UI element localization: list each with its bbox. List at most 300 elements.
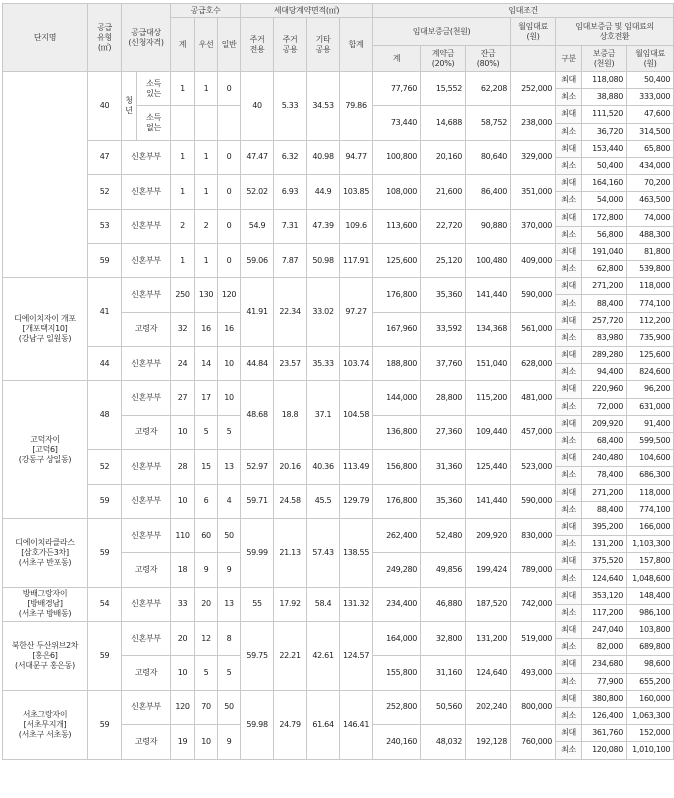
- header-units-priority: 우선: [195, 18, 218, 72]
- conv-deposit-max: 153,440: [582, 140, 627, 157]
- conv-deposit-min: 56,800: [582, 226, 627, 243]
- units-general-cell: 0: [218, 243, 241, 277]
- conv-type-min: 최소: [556, 89, 582, 106]
- table-row: [3, 484, 674, 501]
- area-other-cell: 44.9: [307, 175, 340, 209]
- conv-type-min: 최소: [556, 261, 582, 278]
- units-priority-cell: 9: [195, 553, 218, 587]
- conv-rent-min: 539,800: [627, 261, 674, 278]
- deposit-balance-cell: 134,368: [466, 312, 511, 346]
- deposit-contract-cell: 46,880: [421, 587, 466, 621]
- units-total-cell: 1: [171, 72, 195, 106]
- units-general-cell: 50: [218, 518, 241, 552]
- conv-deposit-max: 271,200: [582, 278, 627, 295]
- supply-type-cell: 53: [88, 209, 122, 243]
- units-priority-cell: 5: [195, 415, 218, 449]
- area-common-cell: 21.13: [274, 518, 307, 587]
- deposit-balance-cell: 151,040: [466, 347, 511, 381]
- conv-rent-max: 148,400: [627, 587, 674, 604]
- deposit-total-cell: 167,960: [373, 312, 421, 346]
- conv-type-min: 최소: [556, 467, 582, 484]
- units-total-cell: 33: [171, 587, 195, 621]
- area-other-cell: 47.39: [307, 209, 340, 243]
- deposit-contract-cell: 48,032: [421, 725, 466, 759]
- supply-type-cell: 52: [88, 175, 122, 209]
- conv-deposit-min: 38,880: [582, 89, 627, 106]
- conv-rent-max: 74,000: [627, 209, 674, 226]
- area-total-cell: 79.86: [340, 72, 373, 141]
- table-row: [3, 347, 674, 364]
- units-total-cell: 32: [171, 312, 195, 346]
- area-total-cell: 94.77: [340, 140, 373, 174]
- units-general-cell: 120: [218, 278, 241, 312]
- header-area-total: 합계: [340, 18, 373, 72]
- conv-rent-max: 112,200: [627, 312, 674, 329]
- conv-rent-min: 631,000: [627, 398, 674, 415]
- conv-deposit-min: 62,800: [582, 261, 627, 278]
- monthly-rent-cell: 457,000: [511, 415, 556, 449]
- header-conversion-group: 임대보증금 및 임대료의 상호전환: [556, 18, 674, 46]
- units-priority-cell: 15: [195, 450, 218, 484]
- monthly-rent-cell: 370,000: [511, 209, 556, 243]
- deposit-total-cell: 252,800: [373, 690, 421, 724]
- conv-deposit-min: 50,400: [582, 157, 627, 174]
- area-other-cell: 34.53: [307, 72, 340, 141]
- conv-rent-min: 333,000: [627, 89, 674, 106]
- area-common-cell: 24.58: [274, 484, 307, 518]
- conv-deposit-min: 68,400: [582, 432, 627, 449]
- supply-type-cell: 41: [88, 278, 122, 347]
- monthly-rent-cell: 329,000: [511, 140, 556, 174]
- units-general-cell: 16: [218, 312, 241, 346]
- table-body: [3, 72, 674, 760]
- conv-rent-max: 81,800: [627, 243, 674, 260]
- area-common-cell: 18.8: [274, 381, 307, 450]
- units-total-cell: 24: [171, 347, 195, 381]
- deposit-contract-cell: 37,760: [421, 347, 466, 381]
- supply-type-cell: 59: [88, 518, 122, 587]
- supply-type-cell: 59: [88, 622, 122, 691]
- area-common-cell: 5.33: [274, 72, 307, 141]
- conv-type-min: 최소: [556, 432, 582, 449]
- table-row: [3, 209, 674, 226]
- deposit-total-cell: 240,160: [373, 725, 421, 759]
- area-total-cell: 138.55: [340, 518, 373, 587]
- deposit-total-cell: 176,800: [373, 278, 421, 312]
- header-deposit-balance: 잔금 (80%): [466, 46, 511, 72]
- area-residential-cell: 59.99: [241, 518, 274, 587]
- deposit-total-cell: 144,000: [373, 381, 421, 415]
- area-total-cell: 124.57: [340, 622, 373, 691]
- conv-rent-max: 125,600: [627, 347, 674, 364]
- units-priority-cell: 1: [195, 175, 218, 209]
- area-residential-cell: 59.06: [241, 243, 274, 277]
- area-common-cell: 24.79: [274, 690, 307, 759]
- conv-rent-max: 152,000: [627, 725, 674, 742]
- conv-deposit-max: 375,520: [582, 553, 627, 570]
- deposit-total-cell: 77,760: [373, 72, 421, 106]
- units-priority-cell: [195, 106, 218, 140]
- monthly-rent-cell: 252,000: [511, 72, 556, 106]
- deposit-total-cell: 164,000: [373, 622, 421, 656]
- units-total-cell: 20: [171, 622, 195, 656]
- monthly-rent-cell: 830,000: [511, 518, 556, 552]
- conv-rent-min: 434,000: [627, 157, 674, 174]
- units-total-cell: 1: [171, 140, 195, 174]
- conv-deposit-max: 247,040: [582, 622, 627, 639]
- area-common-cell: 6.93: [274, 175, 307, 209]
- complex-name-cell: 고덕자이 [고덕6] (강동구 상일동): [3, 381, 88, 519]
- target-newlywed: 신혼부부: [122, 690, 171, 724]
- area-total-cell: 103.74: [340, 347, 373, 381]
- monthly-rent-cell: 561,000: [511, 312, 556, 346]
- supply-type-cell: 48: [88, 381, 122, 450]
- target-elderly: 고령자: [122, 553, 171, 587]
- conv-type-max: 최대: [556, 622, 582, 639]
- monthly-rent-cell: 409,000: [511, 243, 556, 277]
- area-common-cell: 22.21: [274, 622, 307, 691]
- conv-deposit-min: 124,640: [582, 570, 627, 587]
- units-general-cell: 9: [218, 725, 241, 759]
- deposit-balance-cell: 202,240: [466, 690, 511, 724]
- units-general-cell: 8: [218, 622, 241, 656]
- table-row: [3, 587, 674, 604]
- conv-rent-min: 314,500: [627, 123, 674, 140]
- supply-type-cell: 47: [88, 140, 122, 174]
- units-general-cell: 0: [218, 72, 241, 106]
- conv-type-min: 최소: [556, 673, 582, 690]
- monthly-rent-cell: 760,000: [511, 725, 556, 759]
- conv-deposit-max: 111,520: [582, 106, 627, 123]
- area-other-cell: 40.36: [307, 450, 340, 484]
- conv-type-max: 최대: [556, 484, 582, 501]
- deposit-balance-cell: 115,200: [466, 381, 511, 415]
- conv-rent-min: 488,300: [627, 226, 674, 243]
- area-residential-cell: 48.68: [241, 381, 274, 450]
- monthly-rent-cell: 789,000: [511, 553, 556, 587]
- conv-deposit-max: 353,120: [582, 587, 627, 604]
- units-priority-cell: 60: [195, 518, 218, 552]
- conv-type-max: 최대: [556, 690, 582, 707]
- area-other-cell: 61.64: [307, 690, 340, 759]
- conv-type-min: 최소: [556, 329, 582, 346]
- area-total-cell: 109.6: [340, 209, 373, 243]
- conv-deposit-min: 126,400: [582, 707, 627, 724]
- header-deposit-contract: 계약금 (20%): [421, 46, 466, 72]
- conv-deposit-min: 77,900: [582, 673, 627, 690]
- header-conv-rent: 월임대료 (원): [627, 46, 674, 72]
- conv-deposit-max: 209,920: [582, 415, 627, 432]
- table-row: [3, 72, 674, 89]
- deposit-contract-cell: 35,360: [421, 484, 466, 518]
- deposit-contract-cell: 21,600: [421, 175, 466, 209]
- conv-type-min: 최소: [556, 192, 582, 209]
- units-general-cell: 0: [218, 175, 241, 209]
- deposit-contract-cell: 33,592: [421, 312, 466, 346]
- deposit-balance-cell: 141,440: [466, 278, 511, 312]
- complex-name-cell: 디에이치자이 개포 [개포택지10] (강남구 일원동): [3, 278, 88, 381]
- conv-type-max: 최대: [556, 450, 582, 467]
- conv-deposit-max: 257,720: [582, 312, 627, 329]
- conv-rent-min: 774,100: [627, 295, 674, 312]
- conv-rent-max: 50,400: [627, 72, 674, 89]
- conv-rent-min: 686,300: [627, 467, 674, 484]
- units-general-cell: [218, 106, 241, 140]
- conv-type-max: 최대: [556, 381, 582, 398]
- deposit-balance-cell: 109,440: [466, 415, 511, 449]
- monthly-rent-cell: 742,000: [511, 587, 556, 621]
- units-general-cell: 10: [218, 347, 241, 381]
- target-income-yes: 소득 있는: [137, 72, 171, 106]
- units-total-cell: 2: [171, 209, 195, 243]
- monthly-rent-cell: 519,000: [511, 622, 556, 656]
- conv-deposit-min: 117,200: [582, 604, 627, 621]
- conv-deposit-min: 120,080: [582, 742, 627, 759]
- units-total-cell: 18: [171, 553, 195, 587]
- area-common-cell: 20.16: [274, 450, 307, 484]
- target-youth: 청 년: [122, 72, 137, 141]
- conv-type-max: 최대: [556, 106, 582, 123]
- area-other-cell: 57.43: [307, 518, 340, 587]
- deposit-balance-cell: 199,424: [466, 553, 511, 587]
- conv-rent-max: 103,800: [627, 622, 674, 639]
- units-general-cell: 13: [218, 450, 241, 484]
- conv-rent-min: 599,500: [627, 432, 674, 449]
- conv-deposit-min: 83,980: [582, 329, 627, 346]
- conv-deposit-min: 82,000: [582, 639, 627, 656]
- table-row: [3, 518, 674, 535]
- conv-rent-min: 1,063,300: [627, 707, 674, 724]
- conv-deposit-max: 191,040: [582, 243, 627, 260]
- conv-type-max: 최대: [556, 518, 582, 535]
- header-deposit-total: 계: [373, 46, 421, 72]
- conv-type-max: 최대: [556, 209, 582, 226]
- conv-rent-max: 65,800: [627, 140, 674, 157]
- target-elderly: 고령자: [122, 312, 171, 346]
- deposit-total-cell: 108,000: [373, 175, 421, 209]
- header-complex-name: 단지명: [3, 4, 88, 72]
- deposit-contract-cell: 49,856: [421, 553, 466, 587]
- conv-deposit-min: 54,000: [582, 192, 627, 209]
- conv-rent-min: 1,048,600: [627, 570, 674, 587]
- area-total-cell: 146.41: [340, 690, 373, 759]
- conv-rent-min: 655,200: [627, 673, 674, 690]
- deposit-balance-cell: 125,440: [466, 450, 511, 484]
- conv-rent-min: 774,100: [627, 501, 674, 518]
- header-area-residential: 주거 전용: [241, 18, 274, 72]
- deposit-total-cell: 155,800: [373, 656, 421, 690]
- conv-rent-max: 98,600: [627, 656, 674, 673]
- area-other-cell: 45.5: [307, 484, 340, 518]
- conv-rent-max: 47,600: [627, 106, 674, 123]
- area-total-cell: 97.27: [340, 278, 373, 347]
- units-priority-cell: 16: [195, 312, 218, 346]
- monthly-rent-cell: 523,000: [511, 450, 556, 484]
- units-general-cell: 0: [218, 140, 241, 174]
- area-residential-cell: 52.97: [241, 450, 274, 484]
- target-newlywed: 신혼부부: [122, 347, 171, 381]
- deposit-contract-cell: 27,360: [421, 415, 466, 449]
- units-priority-cell: 2: [195, 209, 218, 243]
- conv-type-max: 최대: [556, 72, 582, 89]
- conv-deposit-max: 118,080: [582, 72, 627, 89]
- conv-rent-min: 463,500: [627, 192, 674, 209]
- deposit-contract-cell: 25,120: [421, 243, 466, 277]
- area-residential-cell: 52.02: [241, 175, 274, 209]
- conv-type-max: 최대: [556, 243, 582, 260]
- conv-deposit-min: 131,200: [582, 536, 627, 553]
- deposit-balance-cell: 131,200: [466, 622, 511, 656]
- conv-deposit-max: 172,800: [582, 209, 627, 226]
- deposit-balance-cell: 100,480: [466, 243, 511, 277]
- deposit-balance-cell: 124,640: [466, 656, 511, 690]
- conv-type-min: 최소: [556, 604, 582, 621]
- header-supply-units: 공급호수: [171, 4, 241, 18]
- supply-type-cell: 54: [88, 587, 122, 621]
- conv-type-max: 최대: [556, 656, 582, 673]
- area-total-cell: 129.79: [340, 484, 373, 518]
- units-total-cell: 28: [171, 450, 195, 484]
- units-priority-cell: 70: [195, 690, 218, 724]
- header-supply-type: 공급 유형 (㎡): [88, 4, 122, 72]
- units-total-cell: 10: [171, 415, 195, 449]
- units-total-cell: 110: [171, 518, 195, 552]
- units-priority-cell: 6: [195, 484, 218, 518]
- conv-rent-max: 160,000: [627, 690, 674, 707]
- area-other-cell: 33.02: [307, 278, 340, 347]
- conv-rent-max: 104,600: [627, 450, 674, 467]
- area-other-cell: 42.61: [307, 622, 340, 691]
- conv-type-min: 최소: [556, 295, 582, 312]
- deposit-balance-cell: 90,880: [466, 209, 511, 243]
- conv-rent-max: 96,200: [627, 381, 674, 398]
- area-residential-cell: 59.75: [241, 622, 274, 691]
- deposit-total-cell: 262,400: [373, 518, 421, 552]
- conv-type-min: 최소: [556, 707, 582, 724]
- supply-type-cell: 52: [88, 450, 122, 484]
- header-monthly-rent: 월임대료 (원): [511, 18, 556, 46]
- header-area-other: 기타 공용: [307, 18, 340, 72]
- units-priority-cell: 130: [195, 278, 218, 312]
- conv-rent-max: 70,200: [627, 175, 674, 192]
- deposit-balance-cell: 209,920: [466, 518, 511, 552]
- target-newlywed: 신혼부부: [122, 140, 171, 174]
- deposit-total-cell: 188,800: [373, 347, 421, 381]
- header-units-general: 일반: [218, 18, 241, 72]
- conv-rent-max: 91,400: [627, 415, 674, 432]
- deposit-contract-cell: 50,560: [421, 690, 466, 724]
- deposit-contract-cell: 31,360: [421, 450, 466, 484]
- area-other-cell: 58.4: [307, 587, 340, 621]
- area-residential-cell: 59.71: [241, 484, 274, 518]
- deposit-contract-cell: 52,480: [421, 518, 466, 552]
- units-priority-cell: 5: [195, 656, 218, 690]
- units-general-cell: 5: [218, 656, 241, 690]
- deposit-total-cell: 234,400: [373, 587, 421, 621]
- units-total-cell: 10: [171, 656, 195, 690]
- conv-deposit-min: 88,400: [582, 295, 627, 312]
- table-header: [3, 4, 674, 72]
- units-priority-cell: 17: [195, 381, 218, 415]
- area-common-cell: 7.87: [274, 243, 307, 277]
- conv-rent-max: 166,000: [627, 518, 674, 535]
- complex-name-cell: 디에이치라클라스 [삼호가든3차] (서초구 반포동): [3, 518, 88, 587]
- target-newlywed: 신혼부부: [122, 450, 171, 484]
- header-supply-target: 공급대상 (신청자격): [122, 4, 171, 72]
- target-newlywed: 신혼부부: [122, 175, 171, 209]
- units-general-cell: 13: [218, 587, 241, 621]
- monthly-rent-cell: 351,000: [511, 175, 556, 209]
- units-general-cell: 10: [218, 381, 241, 415]
- header-lease-terms: 임대조건: [373, 4, 674, 18]
- target-elderly: 고령자: [122, 415, 171, 449]
- conv-deposit-min: 36,720: [582, 123, 627, 140]
- area-common-cell: 7.31: [274, 209, 307, 243]
- units-priority-cell: 14: [195, 347, 218, 381]
- conv-deposit-max: 164,160: [582, 175, 627, 192]
- area-total-cell: 104.58: [340, 381, 373, 450]
- conv-deposit-max: 289,280: [582, 347, 627, 364]
- units-priority-cell: 20: [195, 587, 218, 621]
- conv-deposit-max: 395,200: [582, 518, 627, 535]
- complex-name-cell: 방배그랑자이 [방배경남] (서초구 방배동): [3, 587, 88, 621]
- units-general-cell: 9: [218, 553, 241, 587]
- conv-deposit-max: 271,200: [582, 484, 627, 501]
- units-general-cell: 5: [218, 415, 241, 449]
- units-general-cell: 4: [218, 484, 241, 518]
- monthly-rent-cell: 493,000: [511, 656, 556, 690]
- monthly-rent-cell: 238,000: [511, 106, 556, 140]
- units-priority-cell: 10: [195, 725, 218, 759]
- table-row: [3, 690, 674, 707]
- area-total-cell: 113.49: [340, 450, 373, 484]
- conv-type-max: 최대: [556, 175, 582, 192]
- area-residential-cell: 54.9: [241, 209, 274, 243]
- units-total-cell: 10: [171, 484, 195, 518]
- conv-rent-min: 986,100: [627, 604, 674, 621]
- table-row: [3, 278, 674, 295]
- conv-rent-min: 824,600: [627, 364, 674, 381]
- units-general-cell: 0: [218, 209, 241, 243]
- target-income-no: 소득 없는: [137, 106, 171, 140]
- target-elderly: 고령자: [122, 725, 171, 759]
- conv-deposit-min: 94,400: [582, 364, 627, 381]
- table-row: [3, 140, 674, 157]
- table-row: [3, 243, 674, 260]
- deposit-contract-cell: 31,160: [421, 656, 466, 690]
- table-row: [3, 175, 674, 192]
- header-units-total: 계: [171, 18, 195, 72]
- complex-name-cell: [3, 72, 88, 278]
- conv-type-min: 최소: [556, 570, 582, 587]
- deposit-total-cell: 176,800: [373, 484, 421, 518]
- conv-type-max: 최대: [556, 587, 582, 604]
- area-residential-cell: 40: [241, 72, 274, 141]
- area-residential-cell: 44.84: [241, 347, 274, 381]
- units-priority-cell: 1: [195, 243, 218, 277]
- area-other-cell: 37.1: [307, 381, 340, 450]
- deposit-contract-cell: 22,720: [421, 209, 466, 243]
- table-row: [3, 622, 674, 639]
- complex-name-cell: 북한산 두산위브2차 [홍은6] (서대문구 홍은동): [3, 622, 88, 691]
- deposit-balance-cell: 58,752: [466, 106, 511, 140]
- deposit-total-cell: 73,440: [373, 106, 421, 140]
- deposit-total-cell: 136,800: [373, 415, 421, 449]
- area-other-cell: 40.98: [307, 140, 340, 174]
- conv-type-min: 최소: [556, 398, 582, 415]
- area-residential-cell: 55: [241, 587, 274, 621]
- area-common-cell: 22.34: [274, 278, 307, 347]
